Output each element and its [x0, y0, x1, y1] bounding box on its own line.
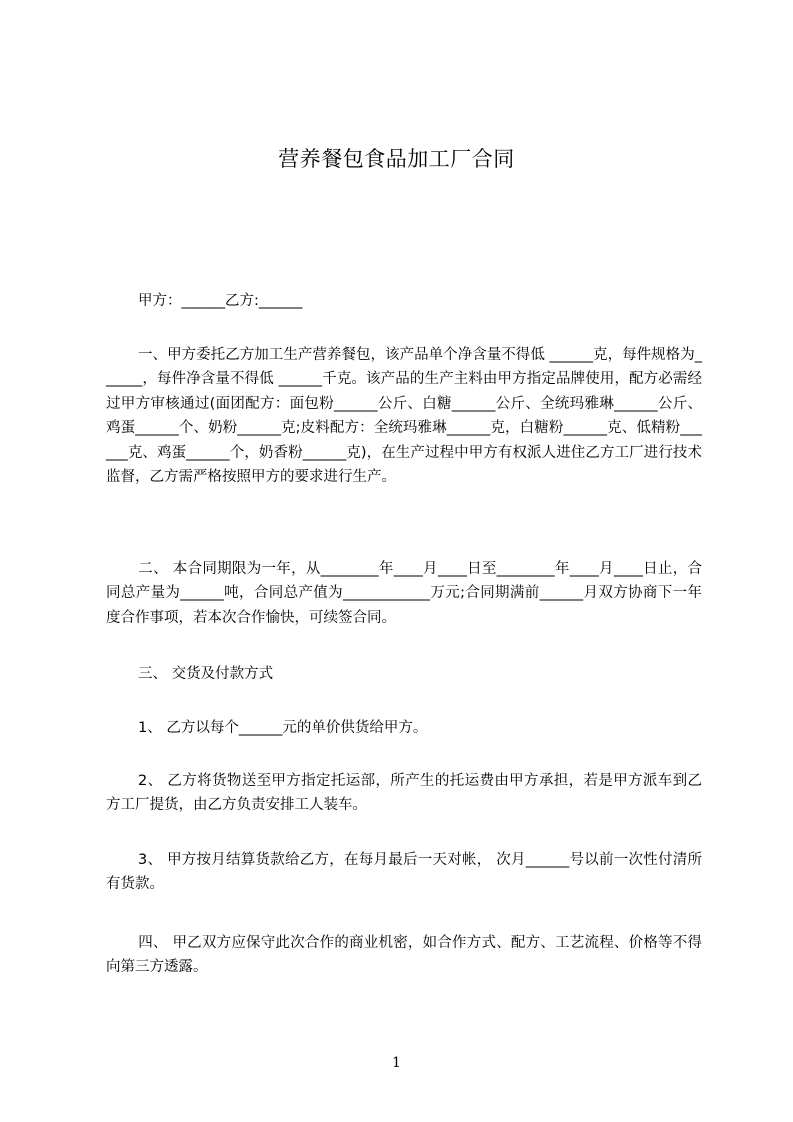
clause-3-item-1 — [106, 716, 702, 740]
clause-3-item-1-text: 1、 乙方以每个______元的单价供货给甲方。 — [138, 720, 428, 736]
clause-3-item-2-text: 2、 乙方将货物送至甲方指定托运部，所产生的托运费由甲方承担，若是甲方派车到乙方工厂提货，由乙方负责安排工人装车。 — [106, 773, 702, 814]
page-number: 1 — [392, 1055, 401, 1071]
clause-3-item-3 — [106, 848, 702, 897]
clause-4 — [106, 931, 702, 980]
clause-1-text: 一、甲方委托乙方加工生产营养餐包，该产品单个净含量不得低 ______克，每件规格为______，每件净含量不得低 ______千克。该产品的生产主料由甲方指定品牌使用，配方必需经过甲方审核通过(面团配方：面包粉______公斤、白糖______公斤、全统玛雅琳______公斤、鸡蛋______个、奶粉______克;皮料配方：全统玛雅琳______克，白糖粉______克、低精粉______克、鸡蛋______个，奶香粉______克)，在生产过程中甲方有权派人进住乙方工厂进行技术监督，乙方需严格按照甲方的要求进行生产。 — [106, 347, 702, 486]
clause-2 — [106, 557, 702, 630]
parties-line — [106, 289, 702, 313]
clause-3-heading-text: 三、 交货及付款方式 — [138, 666, 274, 682]
clause-3-item-3-text: 3、 甲方按月结算货款给乙方，在每月最后一天对帐， 次月______号以前一次性付清所有货款。 — [106, 852, 702, 893]
clause-2-text: 二、 本合同期限为一年，从________年____月____日至________年____月____日止，合同总产量为______吨，合同总产值为____________万元;合同期满前______月双方协商下一年度合作事项，若本次合作愉快，可续签合同。 — [106, 561, 702, 626]
parties-text: 甲方：______乙方:______ — [138, 293, 303, 309]
clause-3-heading — [106, 662, 702, 686]
clause-1 — [106, 343, 702, 489]
clause-3-item-2 — [106, 769, 702, 818]
clause-4-text: 四、 甲乙双方应保守此次合作的商业机密，如合作方式、配方、工艺流程、价格等不得向第三方透露。 — [106, 935, 702, 976]
document-title: 营养餐包食品加工厂合同 — [278, 147, 515, 171]
